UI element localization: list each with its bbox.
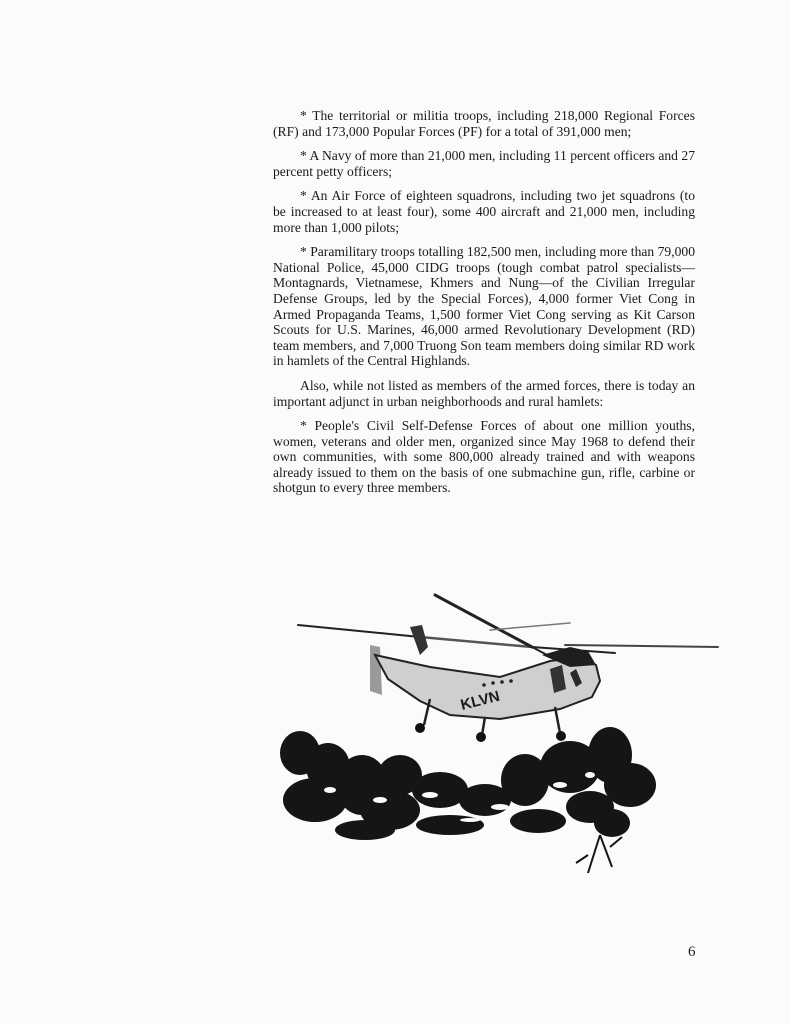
paragraph-paramilitary: * Paramilitary troops totalling 182,500 men, including more than 79,000 National Police, 45,000 CIDG troops (tough combat patrol specialists—Montagnards, Vietnamese, Khmers and Nung—of the Civilian Irregular Defense Groups, led by the Special Forces), 4,000 former Viet Cong in Armed Propaganda Teams, 1,500 former Viet Cong serving as Kit Carson Scouts for U.S. Marines, 46,000 armed Revolutionary Development (RD) team members, and 7,000 Truong Son team members doing similar RD work in hamlets of the Central Highlands. — [273, 244, 695, 369]
page-number: 6 — [688, 944, 696, 960]
body-text — [273, 108, 695, 496]
paragraph-navy: * A Navy of more than 21,000 men, including 11 percent officers and 27 percent petty officers; — [273, 148, 695, 179]
paragraph-territorial-troops: * The territorial or militia troops, including 218,000 Regional Forces (RF) and 173,000 Popular Forces (PF) for a total of 391,000 men; — [273, 108, 695, 139]
paragraph-adjunct: Also, while not listed as members of the armed forces, there is today an important adjunct in urban neighborhoods and rural hamlets: — [273, 377, 695, 409]
paragraph-air-force: * An Air Force of eighteen squadrons, including two jet squadrons (to be increased to at least four), some 400 aircraft and 21,000 men, including more than 1,000 pilots; — [273, 188, 695, 235]
helicopter-illustration — [270, 585, 730, 885]
paragraph-self-defense-forces: * People's Civil Self-Defense Forces of about one million youths, women, veterans and older men, organized since May 1968 to defend their own communities, with some 800,000 already trained and with weapons already issued to them on the basis of one submachine gun, rifle, carbine or shotgun to every three members. — [273, 418, 695, 496]
rotor-blades — [298, 595, 718, 667]
tree-branches — [576, 835, 622, 873]
jungle-foliage — [280, 727, 656, 840]
helicopter-marking: KLVN — [458, 687, 502, 714]
